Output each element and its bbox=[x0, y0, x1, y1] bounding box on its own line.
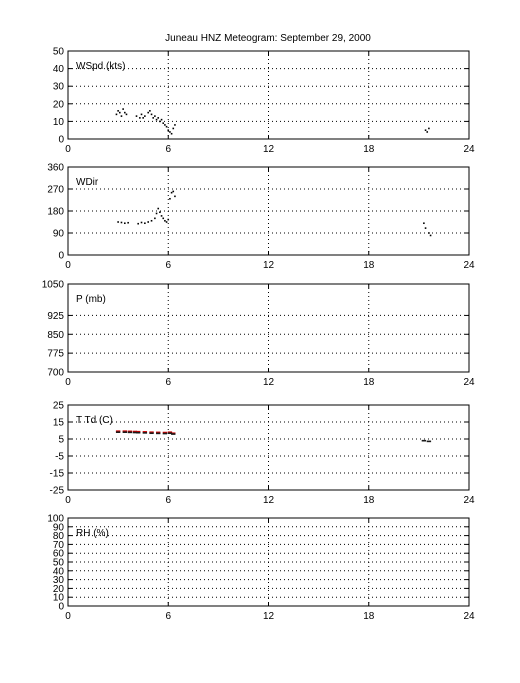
wdir-y-tick-label: 360 bbox=[47, 162, 64, 174]
rh-y-tick-label: 60 bbox=[52, 548, 64, 560]
wdir-x-tick-label: 18 bbox=[363, 260, 375, 271]
pressure-x-tick-label: 0 bbox=[65, 377, 71, 388]
wspd-series-0-point bbox=[426, 131, 428, 133]
pressure-y-tick-label: 775 bbox=[47, 348, 64, 360]
wspd-series-0-point bbox=[171, 133, 173, 135]
wdir-y-tick-label: 180 bbox=[47, 206, 64, 218]
pressure-panel-label: P (mb) bbox=[76, 294, 106, 305]
wspd-series-0-point bbox=[166, 126, 168, 128]
wspd-series-0-point bbox=[157, 117, 159, 119]
rh-x-tick-label: 6 bbox=[165, 611, 172, 622]
pressure-y-tick-label: 925 bbox=[47, 310, 64, 322]
wdir-series-0-point bbox=[174, 196, 176, 198]
wspd-x-tick-label: 24 bbox=[463, 144, 475, 155]
temperature-panel bbox=[50, 401, 475, 507]
wspd-series-0-point bbox=[149, 110, 151, 112]
pressure-x-tick-label: 24 bbox=[463, 377, 475, 388]
wdir-series-0-point bbox=[154, 218, 156, 220]
wdir-series-0-point bbox=[161, 215, 163, 217]
wspd-series-0-point bbox=[152, 117, 154, 119]
wdir-series-0-point bbox=[156, 213, 158, 215]
wdir-series-0-point bbox=[159, 211, 161, 213]
temperature-x-tick-label: 24 bbox=[463, 495, 475, 506]
wdir-series-0-point bbox=[171, 192, 173, 194]
wspd-series-0-point bbox=[428, 128, 430, 130]
wdir-series-0-point bbox=[147, 221, 149, 223]
wdir-series-0-point bbox=[127, 222, 129, 224]
figure-title: Juneau HNZ Meteogram: September 29, 2000 bbox=[165, 33, 371, 44]
wspd-series-0-point bbox=[174, 124, 176, 126]
pressure-x-tick-label: 12 bbox=[262, 377, 275, 388]
wspd-series-0-point bbox=[156, 119, 158, 121]
wdir-series-0-point bbox=[164, 220, 166, 222]
temperature-y-tick-label: -25 bbox=[49, 485, 64, 497]
temperature-y-tick-label: -5 bbox=[55, 451, 64, 463]
wspd-series-0-point bbox=[126, 114, 128, 116]
wspd-series-0-point bbox=[169, 131, 171, 133]
wspd-y-tick-label: 0 bbox=[58, 134, 64, 146]
wdir-series-0-point bbox=[428, 232, 430, 234]
wspd-y-tick-label: 30 bbox=[52, 81, 64, 93]
wdir-series-0-point bbox=[425, 227, 427, 229]
wdir-y-tick-label: 0 bbox=[58, 250, 64, 262]
wdir-x-tick-label: 12 bbox=[262, 260, 275, 271]
rh-y-tick-label: 30 bbox=[52, 575, 64, 587]
wdir-y-tick-label: 90 bbox=[52, 228, 64, 240]
temperature-y-tick-label: -15 bbox=[49, 468, 64, 480]
wdir-series-0-point bbox=[124, 222, 126, 224]
temperature-y-tick-label: 15 bbox=[52, 417, 64, 429]
rh-y-tick-label: 10 bbox=[52, 592, 64, 604]
wdir-series-0-point bbox=[423, 222, 425, 224]
rh-x-tick-label: 12 bbox=[262, 611, 275, 622]
wspd-x-tick-label: 6 bbox=[165, 144, 172, 155]
wdir-series-0-point bbox=[157, 208, 159, 210]
rh-x-tick-label: 18 bbox=[363, 611, 375, 622]
wspd-series-0-point bbox=[147, 112, 149, 114]
rh-panel-label: RH (%) bbox=[76, 528, 109, 539]
wspd-series-0-point bbox=[142, 117, 144, 119]
rh-y-tick-label: 100 bbox=[47, 513, 64, 525]
wspd-series-0-point bbox=[154, 115, 156, 117]
rh-y-tick-label: 0 bbox=[58, 601, 64, 613]
rh-y-tick-label: 80 bbox=[52, 531, 64, 543]
wdir-series-0-point bbox=[151, 220, 153, 222]
temperature-panel-label: T Td (C) bbox=[76, 415, 113, 426]
pressure-y-tick-label: 1050 bbox=[41, 279, 64, 291]
wspd-y-tick-label: 10 bbox=[52, 116, 64, 128]
wdir-series-0-point bbox=[430, 235, 432, 237]
wspd-series-0-point bbox=[172, 128, 174, 130]
temperature-x-tick-label: 6 bbox=[165, 495, 172, 506]
wspd-panel bbox=[53, 47, 475, 156]
pressure-y-tick-label: 850 bbox=[47, 329, 64, 341]
pressure-panel bbox=[42, 280, 475, 389]
wspd-y-tick-label: 50 bbox=[52, 46, 64, 58]
wspd-series-0-point bbox=[136, 115, 138, 117]
wdir-panel-label: WDir bbox=[76, 177, 99, 188]
wdir-x-tick-label: 0 bbox=[65, 260, 71, 271]
wdir-y-tick-label: 270 bbox=[47, 184, 64, 196]
wspd-series-0-point bbox=[124, 112, 126, 114]
wspd-series-0-point bbox=[121, 115, 123, 117]
wspd-series-0-point bbox=[159, 121, 161, 123]
wspd-series-0-point bbox=[116, 114, 118, 116]
temperature-x-tick-label: 12 bbox=[262, 495, 275, 506]
wspd-x-tick-label: 12 bbox=[262, 144, 275, 155]
wdir-x-tick-label: 24 bbox=[463, 260, 475, 271]
wdir-series-0-point bbox=[167, 219, 169, 221]
wdir-series-0-point bbox=[141, 222, 143, 224]
wspd-series-0-point bbox=[141, 114, 143, 116]
wspd-y-tick-label: 40 bbox=[52, 64, 64, 76]
wdir-panel bbox=[47, 163, 475, 272]
wspd-series-0-point bbox=[161, 119, 163, 121]
pressure-x-tick-label: 18 bbox=[363, 377, 375, 388]
wdir-series-0-point bbox=[169, 198, 171, 200]
wspd-x-tick-label: 18 bbox=[363, 144, 375, 155]
wspd-panel-label: WSpd (kts) bbox=[76, 61, 126, 72]
wspd-series-0-point bbox=[122, 108, 124, 110]
wspd-series-0-point bbox=[119, 112, 121, 114]
rh-x-tick-label: 0 bbox=[65, 611, 71, 622]
rh-y-tick-label: 20 bbox=[52, 583, 64, 595]
rh-panel bbox=[47, 514, 475, 623]
rh-y-tick-label: 40 bbox=[52, 566, 64, 578]
temperature-x-tick-label: 18 bbox=[363, 495, 375, 506]
wdir-x-tick-label: 6 bbox=[165, 260, 172, 271]
wdir-series-0-point bbox=[121, 222, 123, 224]
wdir-series-0-point bbox=[137, 223, 139, 225]
wdir-series-0-point bbox=[166, 221, 168, 223]
wspd-series-0-point bbox=[167, 129, 169, 131]
rh-y-tick-label: 90 bbox=[52, 522, 64, 534]
rh-x-tick-label: 24 bbox=[463, 611, 475, 622]
pressure-y-tick-label: 700 bbox=[47, 367, 64, 379]
wspd-series-0-point bbox=[164, 124, 166, 126]
wspd-series-0-point bbox=[117, 110, 119, 112]
wspd-series-0-point bbox=[162, 122, 164, 124]
wdir-series-0-point bbox=[144, 222, 146, 224]
wspd-series-0-point bbox=[151, 114, 153, 116]
wdir-series-0-point bbox=[117, 221, 119, 223]
wspd-y-tick-label: 20 bbox=[52, 99, 64, 111]
rh-y-tick-label: 50 bbox=[52, 557, 64, 569]
temperature-x-tick-label: 0 bbox=[65, 495, 71, 506]
temperature-y-tick-label: 5 bbox=[58, 434, 64, 446]
wspd-series-0-point bbox=[425, 129, 427, 131]
wdir-series-0-point bbox=[162, 218, 164, 220]
rh-y-tick-label: 70 bbox=[52, 539, 64, 551]
wspd-series-0-point bbox=[144, 115, 146, 117]
wdir-series-0-point bbox=[172, 191, 174, 193]
temperature-y-tick-label: 25 bbox=[52, 400, 64, 412]
wspd-x-tick-label: 0 bbox=[65, 144, 71, 155]
pressure-x-tick-label: 6 bbox=[165, 377, 172, 388]
wspd-series-0-point bbox=[139, 117, 141, 119]
